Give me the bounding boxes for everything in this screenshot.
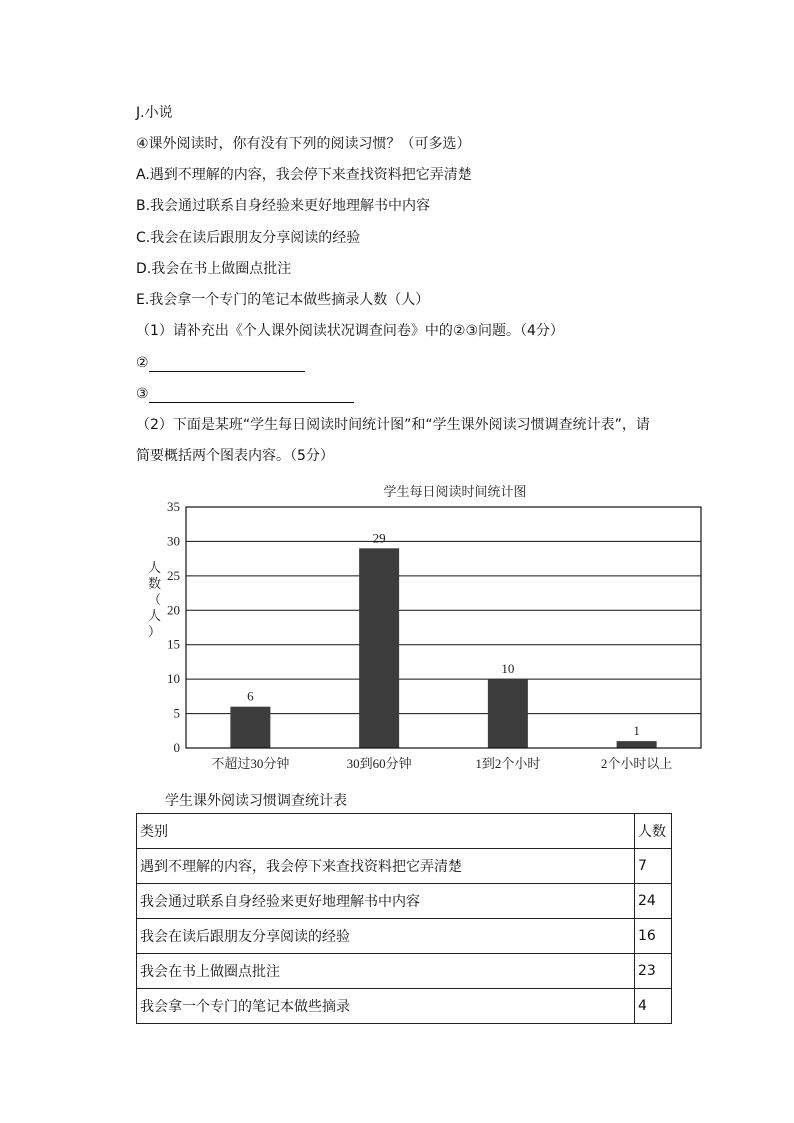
bar-value-label: 10 <box>501 661 515 677</box>
header-category: 类别 <box>137 814 635 849</box>
sub-question-2-line2: 简要概括两个图表内容。（5分） <box>136 448 334 464</box>
y-tick-label: 25 <box>167 567 180 583</box>
sub-question-1: （1）请补充出《个人课外阅读状况调查问卷》中的②③问题。（4分） <box>136 323 564 339</box>
y-tick-label: 20 <box>167 602 180 618</box>
sub-question-2-line1: （2）下面是某班“学生每日阅读时间统计图”和“学生课外阅读习惯调查统计表”，请 <box>136 417 650 433</box>
y-tick-label: 35 <box>167 499 180 514</box>
x-tick-label: 不超过30分钟 <box>211 756 290 771</box>
answer-label-2: ② <box>136 355 149 371</box>
option-a: A.遇到不理解的内容，我会停下来查找资料把它弄清楚 <box>136 167 472 183</box>
blank-3[interactable] <box>149 388 354 403</box>
y-tick-label: 5 <box>173 705 180 721</box>
bar <box>617 741 657 748</box>
table-row <box>137 954 672 989</box>
answer-line-2[interactable] <box>136 354 305 372</box>
row-category: 我会在读后跟朋友分享阅读的经验 <box>137 919 635 954</box>
row-category: 遇到不理解的内容，我会停下来查找资料把它弄清楚 <box>137 849 635 884</box>
bar-value-label: 6 <box>247 688 254 704</box>
answer-label-3: ③ <box>136 386 149 402</box>
option-c: C.我会在读后跟朋友分享阅读的经验 <box>136 230 361 246</box>
y-tick-label: 0 <box>173 740 180 755</box>
row-category: 我会通过联系自身经验来更好地理解书中内容 <box>137 884 635 919</box>
y-tick-label: 30 <box>167 533 180 549</box>
table-row <box>137 989 672 1024</box>
row-count: 7 <box>635 849 672 884</box>
option-e: E.我会拿一个专门的笔记本做些摘录人数（人） <box>136 292 430 308</box>
header-count: 人数 <box>635 814 672 849</box>
x-tick-label: 1到2个小时 <box>475 756 541 771</box>
y-tick-label: 10 <box>167 671 180 687</box>
option-j: J.小说 <box>136 105 173 121</box>
habit-survey-table <box>136 813 672 1024</box>
x-tick-label: 30到60分钟 <box>346 756 412 771</box>
bar-value-label: 1 <box>633 723 640 739</box>
table-header-row <box>137 814 672 849</box>
chart-title: 学生每日阅读时间统计图 <box>383 484 527 499</box>
bar <box>488 679 528 748</box>
question-4: ④课外阅读时，你有没有下列的阅读习惯？（可多选） <box>136 136 471 152</box>
table-caption: 学生课外阅读习惯调查统计表 <box>165 793 347 809</box>
row-count: 16 <box>635 919 672 954</box>
table-row <box>137 884 672 919</box>
row-count: 4 <box>635 989 672 1024</box>
row-category: 我会拿一个专门的笔记本做些摘录 <box>137 989 635 1024</box>
answer-line-3[interactable] <box>136 385 354 403</box>
blank-2[interactable] <box>149 357 305 372</box>
table-row <box>137 919 672 954</box>
bar <box>230 707 270 748</box>
row-count: 23 <box>635 954 672 989</box>
reading-time-chart <box>130 472 720 782</box>
option-d: D.我会在书上做圈点批注 <box>136 261 292 277</box>
option-b: B.我会通过联系自身经验来更好地理解书中内容 <box>136 198 431 214</box>
y-tick-label: 15 <box>167 636 180 652</box>
table-row <box>137 849 672 884</box>
bar-value-label: 29 <box>372 530 386 546</box>
bar <box>359 548 399 748</box>
x-tick-label: 2个小时以上 <box>600 756 673 771</box>
chart-y-axis-label: 人数（人） <box>148 560 162 639</box>
row-category: 我会在书上做圈点批注 <box>137 954 635 989</box>
row-count: 24 <box>635 884 672 919</box>
